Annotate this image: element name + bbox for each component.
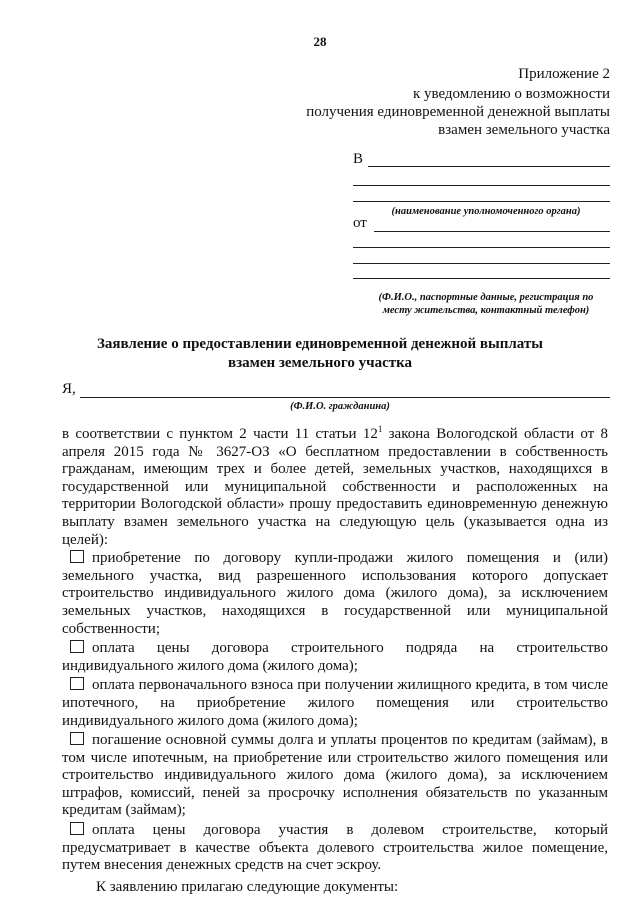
appendix-line-3: получения единовременной денежной выплаты [306, 104, 610, 120]
to-line-3[interactable] [353, 201, 610, 202]
from-label: от [353, 215, 367, 231]
appendix-line-1: Приложение 2 [518, 66, 610, 82]
page-number: 28 [313, 34, 327, 49]
from-caption-2: месту жительства, контактный телефон) [382, 305, 590, 316]
title-line-1: Заявление о предоставлении единовременной денежной выплаты [97, 336, 543, 352]
option-shared-construction-checkbox[interactable] [70, 822, 84, 835]
option-down-payment-checkbox[interactable] [70, 677, 84, 690]
attachments-line: К заявлению прилагаю следующие документы: [96, 878, 399, 895]
applicant-name-line[interactable] [80, 397, 610, 398]
application-body [62, 426, 608, 896]
option-loan-repayment-checkbox[interactable] [70, 732, 84, 745]
appendix-line-2: к уведомлению о возможности [412, 86, 610, 102]
option-loan-repayment: погашение основной суммы долга и уплаты процентов по кредитам (займам), в том числе ипотечным, на приобретение или строительство жилого помещения или строительство индивидуального жилого дома (жилого дома), за исключением штрафов, комиссий, пеней за просрочку исполнения обязательств по указанным кредитам (займам); [62, 732, 608, 819]
to-line-2[interactable] [353, 185, 610, 186]
from-line-2[interactable] [353, 247, 610, 248]
to-caption: (наименование уполномоченного органа) [391, 206, 581, 217]
from-line-3[interactable] [353, 263, 610, 264]
to-label: В [353, 151, 364, 167]
applicant-caption: (Ф.И.О. гражданина) [290, 401, 390, 412]
option-down-payment: оплата первоначального взноса при получении жилищного кредита, в том числе ипотечного, на приобретение жилого помещения или строительство индивидуального жилого дома (жилого дома); [62, 677, 608, 729]
option-shared-construction: оплата цены договора участия в долевом строительстве, который предусматривает в качестве объекта долевого строительства жилое помещение, путем внесения денежных средств на счет эскроу. [62, 822, 608, 874]
applicant-label: Я, [62, 381, 76, 397]
option-construction-contract-checkbox[interactable] [70, 640, 84, 653]
to-line-1[interactable] [368, 166, 610, 167]
from-line-4[interactable] [353, 278, 610, 279]
option-construction-contract: оплата цены договора строительного подряда на строительство индивидуального жилого дома (жилого дома); [62, 640, 608, 674]
intro-paragraph: в соответствии с пунктом 2 части 11 статьи $12^1$ закона Вологодской области от 8 апреля 2015 года № 3627-ОЗ «О бесплатном предоставлении в собственность гражданам, имеющим трех и более детей, земельных участков, находящихся в государственной или муниципальной собственности и расположенных на территории Вологодской области» прошу предоставить единовременную денежную выплату взамен земельного участка на следующую цель (указывается одна из целей): [62, 424, 608, 548]
from-caption-1: (Ф.И.О., паспортные данные, регистрация по [378, 292, 594, 303]
from-line-1[interactable] [374, 231, 610, 232]
title-line-2: взамен земельного участка [227, 355, 413, 371]
option-purchase-checkbox[interactable] [70, 550, 84, 563]
appendix-line-4: взамен земельного участка [438, 122, 610, 138]
option-purchase: приобретение по договору купли-продажи жилого помещения и (или) земельного участка, вид разрешенного использования которого допускает строительство индивидуального жилого дома (жилого дома), за исключением земельных участков, находящихся в государственной или муниципальной собственности; [62, 550, 608, 637]
